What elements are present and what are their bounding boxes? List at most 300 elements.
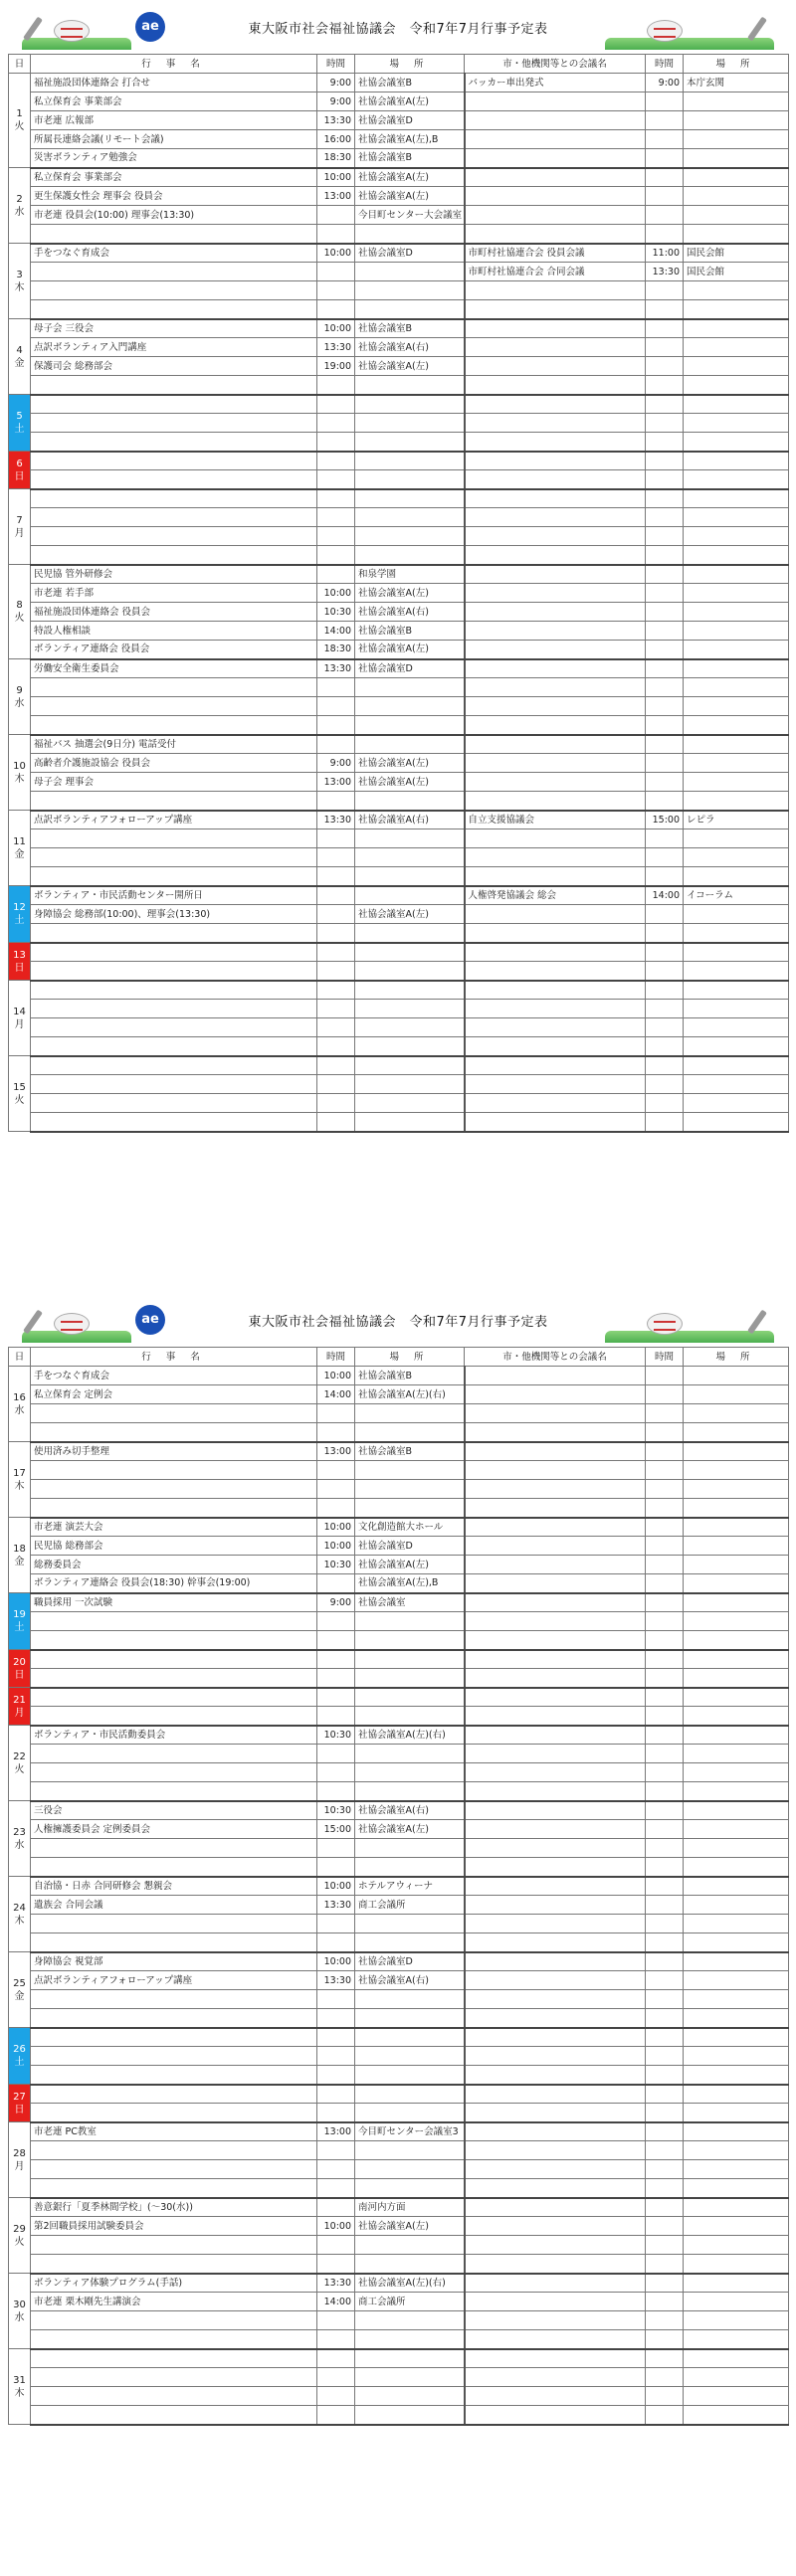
ext-meeting-name [465, 1763, 646, 1782]
table-row [9, 867, 789, 886]
event-name [31, 2085, 317, 2104]
event-time [317, 735, 355, 754]
ext-meeting-time [646, 773, 684, 792]
ext-meeting-time [646, 281, 684, 300]
ext-meeting-name [465, 962, 646, 981]
ext-meeting-place [684, 1000, 789, 1018]
event-place [355, 1404, 465, 1423]
header-ext-meeting: 市・他機関等との会議名 [465, 55, 646, 74]
event-place: 社協会議室A(左) [355, 357, 465, 376]
event-time [317, 1839, 355, 1858]
table-row [9, 2330, 789, 2349]
event-time [317, 452, 355, 470]
day-cell [9, 1726, 31, 1801]
ext-meeting-time [646, 508, 684, 527]
event-name: 福祉施設団体連絡会 打合せ [31, 74, 317, 92]
event-name [31, 1612, 317, 1631]
ext-meeting-place [684, 1499, 789, 1518]
event-name: 点訳ボランティア入門講座 [31, 338, 317, 357]
event-time [317, 2066, 355, 2085]
ext-meeting-place [684, 1018, 789, 1037]
ext-meeting-place [684, 2311, 789, 2330]
event-name [31, 414, 317, 433]
ext-meeting-name [465, 2330, 646, 2349]
ext-meeting-place [684, 622, 789, 641]
event-name: 手をつなぐ育成会 [31, 1367, 317, 1385]
event-time: 13:30 [317, 1896, 355, 1915]
ext-meeting-place [684, 659, 789, 678]
ext-meeting-time [646, 905, 684, 924]
ext-meeting-time [646, 2236, 684, 2255]
event-time [317, 2236, 355, 2255]
ext-meeting-place [684, 697, 789, 716]
ext-meeting-place [684, 2104, 789, 2122]
day-of-week: 水 [14, 2311, 25, 2323]
event-name [31, 1631, 317, 1650]
table-row [9, 319, 789, 338]
event-name [31, 2047, 317, 2066]
ext-meeting-place [684, 2236, 789, 2255]
ext-meeting-time [646, 754, 684, 773]
event-time [317, 2349, 355, 2368]
event-name: 善意銀行「夏季林間学校」(～30(水)) [31, 2198, 317, 2217]
ext-meeting-name [465, 357, 646, 376]
event-place [355, 848, 465, 867]
ext-meeting-place [684, 2122, 789, 2141]
event-place [355, 470, 465, 489]
event-time: 14:00 [317, 2293, 355, 2311]
ext-meeting-name [465, 1896, 646, 1915]
ext-meeting-name [465, 2274, 646, 2293]
day-of-week: 水 [14, 1839, 25, 1851]
event-name [31, 1990, 317, 2009]
event-name [31, 1839, 317, 1858]
ext-meeting-time [646, 1404, 684, 1423]
event-time: 9:00 [317, 1593, 355, 1612]
day-number: 31 [13, 2374, 26, 2386]
event-place [355, 1782, 465, 1801]
ext-meeting-time [646, 130, 684, 149]
ext-meeting-name [465, 395, 646, 414]
event-time: 10:00 [317, 1952, 355, 1971]
ext-meeting-time [646, 962, 684, 981]
rugby-ball-icon [647, 1313, 683, 1335]
ext-meeting-time [646, 2122, 684, 2141]
event-time [317, 527, 355, 546]
day-of-week: 金 [14, 848, 25, 860]
day-number: 13 [13, 949, 26, 961]
table-row [9, 1877, 789, 1896]
day-of-week: 水 [14, 1404, 25, 1416]
ext-meeting-name [465, 1745, 646, 1763]
table-row [9, 376, 789, 395]
event-time [317, 867, 355, 886]
ext-meeting-place [684, 1952, 789, 1971]
table-row [9, 622, 789, 641]
ext-meeting-place [684, 1367, 789, 1385]
ext-meeting-place [684, 187, 789, 206]
ext-meeting-place [684, 225, 789, 244]
ext-meeting-name [465, 1537, 646, 1556]
table-row [9, 168, 789, 187]
ext-meeting-time [646, 829, 684, 848]
ext-meeting-place [684, 1631, 789, 1650]
day-number: 24 [13, 1902, 26, 1914]
ext-meeting-place [684, 1650, 789, 1669]
ext-meeting-time [646, 2085, 684, 2104]
day-number: 2 [16, 193, 23, 205]
ext-meeting-time [646, 2311, 684, 2330]
day-number: 28 [13, 2147, 26, 2159]
day-cell [9, 2198, 31, 2274]
event-name [31, 263, 317, 281]
ext-meeting-name [465, 697, 646, 716]
event-place [355, 1745, 465, 1763]
event-time [317, 1574, 355, 1593]
event-name [31, 2406, 317, 2425]
table-row [9, 1574, 789, 1593]
event-place: 社協会議室A(左)(右) [355, 1385, 465, 1404]
event-name [31, 1933, 317, 1952]
event-place [355, 225, 465, 244]
day-cell [9, 1952, 31, 2028]
ext-meeting-name [465, 1707, 646, 1726]
event-place [355, 1094, 465, 1113]
event-name [31, 2311, 317, 2330]
ext-meeting-time [646, 1896, 684, 1915]
ext-meeting-place [684, 2217, 789, 2236]
ext-meeting-place [684, 1763, 789, 1782]
ext-meeting-place: 国民会館 [684, 244, 789, 263]
event-name: 民児協 管外研修会 [31, 565, 317, 584]
event-place: 社協会議室A(左) [355, 905, 465, 924]
event-time: 9:00 [317, 74, 355, 92]
table-row [9, 1612, 789, 1631]
ext-meeting-name [465, 1990, 646, 2009]
event-time [317, 716, 355, 735]
table-row [9, 2028, 789, 2047]
day-number: 16 [13, 1391, 26, 1403]
ext-meeting-time [646, 1782, 684, 1801]
event-place [355, 1612, 465, 1631]
event-name: ボランティア・市民活動委員会 [31, 1726, 317, 1745]
event-place [355, 508, 465, 527]
ext-meeting-time [646, 1367, 684, 1385]
ext-meeting-name [465, 1820, 646, 1839]
logo-icon: ae [135, 1305, 165, 1335]
table-row [9, 130, 789, 149]
ext-meeting-time [646, 1075, 684, 1094]
event-time: 10:30 [317, 1726, 355, 1745]
schedule-body [9, 74, 789, 1132]
table-row [9, 1018, 789, 1037]
event-name [31, 1404, 317, 1423]
event-name [31, 281, 317, 300]
event-name [31, 1745, 317, 1763]
ext-meeting-time [646, 414, 684, 433]
ext-meeting-place [684, 1877, 789, 1896]
ext-meeting-name: 人権啓発協議会 総会 [465, 886, 646, 905]
day-number: 30 [13, 2299, 26, 2310]
ext-meeting-name [465, 1367, 646, 1385]
day-cell [9, 1877, 31, 1952]
table-row [9, 1990, 789, 2009]
table-row [9, 2368, 789, 2387]
day-cell [9, 74, 31, 168]
event-place: 和泉学園 [355, 565, 465, 584]
ext-meeting-name [465, 2293, 646, 2311]
ext-meeting-place [684, 2330, 789, 2349]
header-day: 日 [9, 1348, 31, 1367]
event-name: 身障協会 視覚部 [31, 1952, 317, 1971]
event-place [355, 1037, 465, 1056]
table-row [9, 1000, 789, 1018]
ext-meeting-place [684, 2387, 789, 2406]
event-place: 社協会議室A(左) [355, 2217, 465, 2236]
event-name: 災害ボランティア勉強会 [31, 149, 317, 168]
event-time [317, 2255, 355, 2274]
table-row [9, 1896, 789, 1915]
event-time: 14:00 [317, 622, 355, 641]
day-cell [9, 735, 31, 811]
day-of-week: 土 [14, 915, 25, 926]
ext-meeting-place: イコーラム [684, 886, 789, 905]
ext-meeting-name [465, 2047, 646, 2066]
event-place [355, 2179, 465, 2198]
table-row [9, 1518, 789, 1537]
ext-meeting-time [646, 659, 684, 678]
ext-meeting-place [684, 2160, 789, 2179]
day-cell [9, 1442, 31, 1518]
event-name: 市老連 役員会(10:00) 理事会(13:30) [31, 206, 317, 225]
grass-decoration [605, 38, 774, 50]
event-time: 13:00 [317, 187, 355, 206]
ext-meeting-time [646, 565, 684, 584]
event-time: 13:00 [317, 2122, 355, 2141]
ext-meeting-place [684, 981, 789, 1000]
day-cell [9, 1593, 31, 1650]
ext-meeting-place [684, 678, 789, 697]
day-cell [9, 395, 31, 452]
ext-meeting-place [684, 1896, 789, 1915]
ext-meeting-place [684, 281, 789, 300]
schedule-table [8, 54, 789, 1133]
day-cell [9, 1650, 31, 1688]
event-name [31, 2349, 317, 2368]
event-place: 社協会議室B [355, 1367, 465, 1385]
event-place [355, 1631, 465, 1650]
schedule-page-2 [8, 1293, 788, 2426]
ext-meeting-time [646, 1612, 684, 1631]
ext-meeting-time [646, 1056, 684, 1075]
event-time [317, 905, 355, 924]
table-row [9, 943, 789, 962]
event-time [317, 1094, 355, 1113]
table-row [9, 263, 789, 281]
ext-meeting-place [684, 1423, 789, 1442]
day-cell [9, 319, 31, 395]
header-ext-place: 場 所 [684, 1348, 789, 1367]
event-name [31, 527, 317, 546]
event-place [355, 924, 465, 943]
event-place: 社協会議室D [355, 1952, 465, 1971]
ext-meeting-name [465, 2311, 646, 2330]
table-row [9, 527, 789, 546]
event-name [31, 1650, 317, 1669]
table-row [9, 1556, 789, 1574]
day-of-week: 火 [14, 1763, 25, 1775]
ext-meeting-time [646, 1669, 684, 1688]
event-name [31, 792, 317, 811]
table-row [9, 92, 789, 111]
day-number: 12 [13, 902, 26, 913]
ext-meeting-name [465, 622, 646, 641]
event-place [355, 2160, 465, 2179]
ext-meeting-place [684, 867, 789, 886]
day-cell [9, 886, 31, 943]
page-title: 東大阪市社会福祉協議会 令和7年7月行事予定表 [248, 22, 548, 37]
event-time [317, 1763, 355, 1782]
ext-meeting-name [465, 225, 646, 244]
day-of-week: 火 [14, 121, 25, 132]
event-name [31, 1707, 317, 1726]
event-name [31, 1018, 317, 1037]
ext-meeting-time [646, 1480, 684, 1499]
ext-meeting-name [465, 1518, 646, 1537]
day-number: 10 [13, 760, 26, 772]
event-time: 16:00 [317, 130, 355, 149]
event-time: 13:30 [317, 1971, 355, 1990]
event-place [355, 1669, 465, 1688]
ext-meeting-name [465, 2255, 646, 2274]
table-row [9, 2387, 789, 2406]
event-time: 10:00 [317, 1877, 355, 1896]
ext-meeting-name [465, 2236, 646, 2255]
ext-meeting-name [465, 1971, 646, 1990]
event-place [355, 527, 465, 546]
day-of-week: 土 [14, 1622, 25, 1633]
event-place [355, 546, 465, 565]
ext-meeting-name [465, 508, 646, 527]
ext-meeting-name [465, 1000, 646, 1018]
ext-meeting-name [465, 754, 646, 773]
event-place [355, 678, 465, 697]
event-place [355, 1499, 465, 1518]
ext-meeting-place [684, 2293, 789, 2311]
ext-meeting-time [646, 641, 684, 659]
header-time: 時間 [317, 1348, 355, 1367]
ext-meeting-time [646, 1113, 684, 1132]
ext-meeting-name [465, 338, 646, 357]
event-name [31, 1688, 317, 1707]
ext-meeting-place [684, 2141, 789, 2160]
ext-meeting-place [684, 1858, 789, 1877]
table-row [9, 2179, 789, 2198]
event-place [355, 943, 465, 962]
event-place [355, 867, 465, 886]
ext-meeting-place [684, 1688, 789, 1707]
event-time [317, 281, 355, 300]
event-place: 社協会議室D [355, 244, 465, 263]
day-cell [9, 244, 31, 319]
event-time [317, 433, 355, 452]
ext-meeting-time [646, 584, 684, 603]
ext-meeting-time: 15:00 [646, 811, 684, 829]
event-time: 10:00 [317, 1537, 355, 1556]
ext-meeting-name [465, 848, 646, 867]
day-number: 8 [16, 600, 23, 611]
table-row [9, 829, 789, 848]
day-of-week: 木 [14, 773, 25, 785]
event-name: 高齢者介護施設協会 役員会 [31, 754, 317, 773]
ext-meeting-name: 市町村社協連合会 役員会議 [465, 244, 646, 263]
ext-meeting-place [684, 395, 789, 414]
ext-meeting-time [646, 1990, 684, 2009]
ext-meeting-time [646, 149, 684, 168]
ext-meeting-name [465, 111, 646, 130]
table-row [9, 1037, 789, 1056]
ext-meeting-name [465, 2198, 646, 2217]
event-time [317, 1858, 355, 1877]
ext-meeting-place [684, 470, 789, 489]
ext-meeting-name [465, 773, 646, 792]
ext-meeting-place [684, 2274, 789, 2293]
ext-meeting-name [465, 281, 646, 300]
ext-meeting-time [646, 2293, 684, 2311]
event-name: 自治協・日赤 合同研修会 懇親会 [31, 1877, 317, 1896]
event-name [31, 452, 317, 470]
event-name: 福祉バス 抽選会(9日分) 電話受付 [31, 735, 317, 754]
event-name [31, 395, 317, 414]
event-name [31, 1499, 317, 1518]
event-name [31, 2236, 317, 2255]
table-row [9, 1367, 789, 1385]
ext-meeting-name [465, 1385, 646, 1404]
ext-meeting-name [465, 130, 646, 149]
ext-meeting-place [684, 1801, 789, 1820]
ext-meeting-name [465, 92, 646, 111]
event-place [355, 886, 465, 905]
event-name [31, 2104, 317, 2122]
day-of-week: 木 [14, 1915, 25, 1927]
ext-meeting-name [465, 641, 646, 659]
table-row [9, 1763, 789, 1782]
table-row [9, 508, 789, 527]
day-of-week: 火 [14, 613, 25, 624]
event-name [31, 1763, 317, 1782]
ext-meeting-place [684, 149, 789, 168]
event-place: 社協会議室B [355, 319, 465, 338]
table-row [9, 735, 789, 754]
ext-meeting-place [684, 1612, 789, 1631]
event-time [317, 2330, 355, 2349]
ext-meeting-name: 市町村社協連合会 合同会議 [465, 263, 646, 281]
ext-meeting-place [684, 773, 789, 792]
ext-meeting-place [684, 206, 789, 225]
event-name [31, 867, 317, 886]
event-name [31, 2387, 317, 2406]
table-row [9, 1650, 789, 1669]
ext-meeting-time [646, 1018, 684, 1037]
ext-meeting-name [465, 1556, 646, 1574]
event-name [31, 1037, 317, 1056]
ext-meeting-name [465, 319, 646, 338]
event-place: 社協会議室B [355, 149, 465, 168]
table-row [9, 225, 789, 244]
table-row [9, 2066, 789, 2085]
rugby-ball-icon [647, 20, 683, 42]
event-place [355, 829, 465, 848]
